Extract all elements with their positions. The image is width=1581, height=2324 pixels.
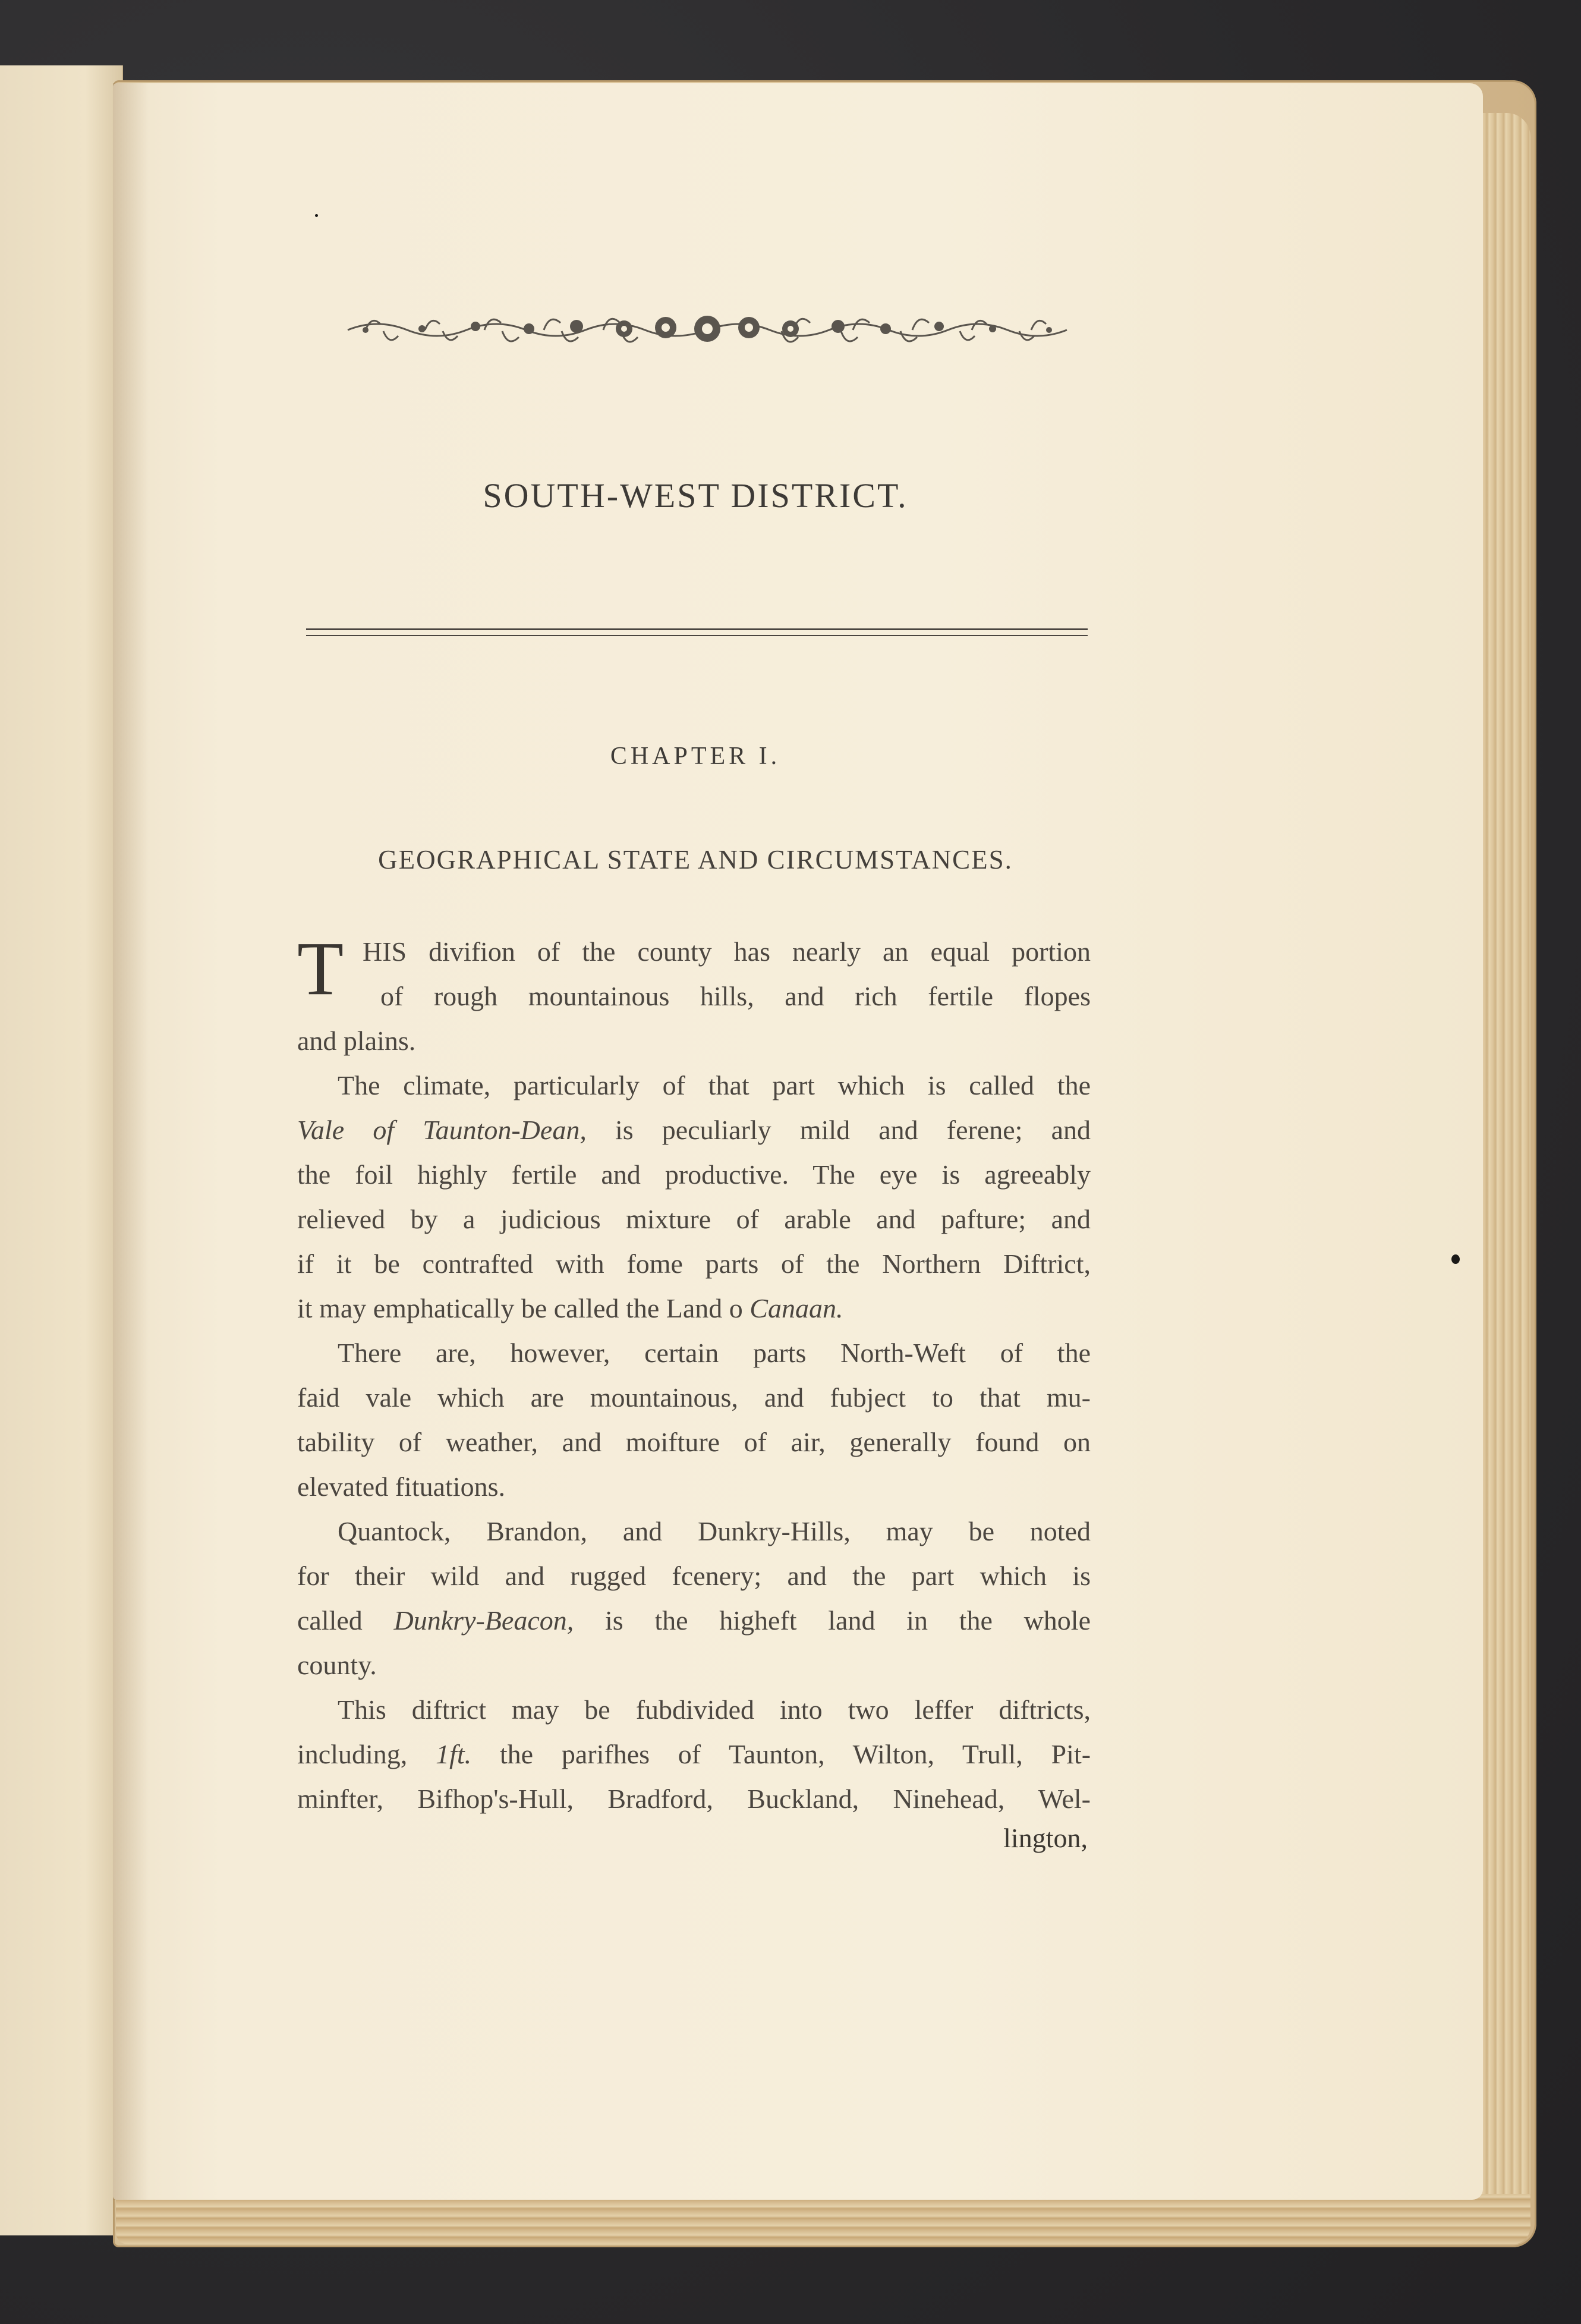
ink-speck xyxy=(315,214,318,217)
para2-line5: if it be contrafted with fome parts of the Northern Diftrict, xyxy=(297,1249,1091,1279)
para3-line2: faid vale which are mountainous, and fubject to that mu- xyxy=(297,1382,1091,1413)
gutter-shadow xyxy=(113,83,149,2200)
para4-line1: Quantock, Brandon, and Dunkry-Hills, may be noted xyxy=(338,1516,1091,1546)
section-title: GEOGRAPHICAL STATE AND CIRCUMSTANCES. xyxy=(378,845,1013,875)
para5-line3: minfter, Bifhop's-Hull, Bradford, Buckland, Ninehead, Wel- xyxy=(297,1784,1091,1814)
para4-line4: county. xyxy=(297,1650,377,1680)
para1-line3: and plains. xyxy=(297,1026,416,1056)
catchword: lington, xyxy=(1003,1823,1088,1853)
para4-line3-start: called xyxy=(297,1605,363,1636)
ink-spot xyxy=(1451,1254,1460,1264)
page-bottom-edge xyxy=(116,2194,1530,2244)
para5-line1: This diftrict may be fubdivided into two leffer diftricts, xyxy=(338,1694,1091,1725)
para2-line6 xyxy=(297,1290,843,1327)
chapter-heading: CHAPTER I. xyxy=(610,743,781,770)
double-rule-top xyxy=(306,628,1088,630)
place-canaan: Canaan. xyxy=(749,1293,843,1323)
para2-line4: relieved by a judicious mixture of arable and pafture; and xyxy=(297,1204,1091,1234)
district-title: SOUTH-WEST DISTRICT. xyxy=(483,476,908,515)
left-page-edge xyxy=(0,65,123,2235)
para4-line3 xyxy=(297,1602,1091,1639)
para2-line2 xyxy=(297,1112,1091,1149)
floral-ornament xyxy=(342,300,1073,357)
para4-line2: for their wild and rugged fcenery; and the part which is xyxy=(297,1561,1091,1591)
para5-line2-start: including, xyxy=(297,1739,408,1769)
para2-line1: The climate, particularly of that part which is called the xyxy=(338,1070,1091,1100)
para3-line4: elevated fituations. xyxy=(297,1471,505,1502)
place-dunkry-beacon: Dunkry-Beacon, xyxy=(393,1605,574,1636)
para5-line2 xyxy=(297,1736,1091,1773)
drop-cap: T xyxy=(297,926,344,1011)
double-rule-bottom xyxy=(306,635,1088,636)
para2-line3: the foil highly fertile and productive. The eye is agreeably xyxy=(297,1159,1091,1190)
para5-line2-rest: the parifhes of Taunton, Wilton, Trull, Pit- xyxy=(499,1739,1091,1769)
para3-line1: There are, however, certain parts North-Weft of the xyxy=(338,1338,1091,1368)
para3-line3: tability of weather, and moifture of air, generally found on xyxy=(297,1427,1091,1457)
para1-line1: HIS divifion of the county has nearly an equal portion xyxy=(363,936,1091,967)
place-vale-taunton-dean: Vale of Taunton-Dean, xyxy=(297,1115,587,1145)
para1-line2: of rough mountainous hills, and rich fertile flopes xyxy=(380,981,1091,1011)
ordinal-1st: 1ft. xyxy=(436,1739,472,1769)
para2-line6-start: it may emphatically be called the Land o xyxy=(297,1293,743,1323)
para2-line2-rest: is peculiarly mild and ferene; and xyxy=(615,1115,1091,1145)
para4-line3-rest: is the higheft land in the whole xyxy=(604,1605,1091,1636)
